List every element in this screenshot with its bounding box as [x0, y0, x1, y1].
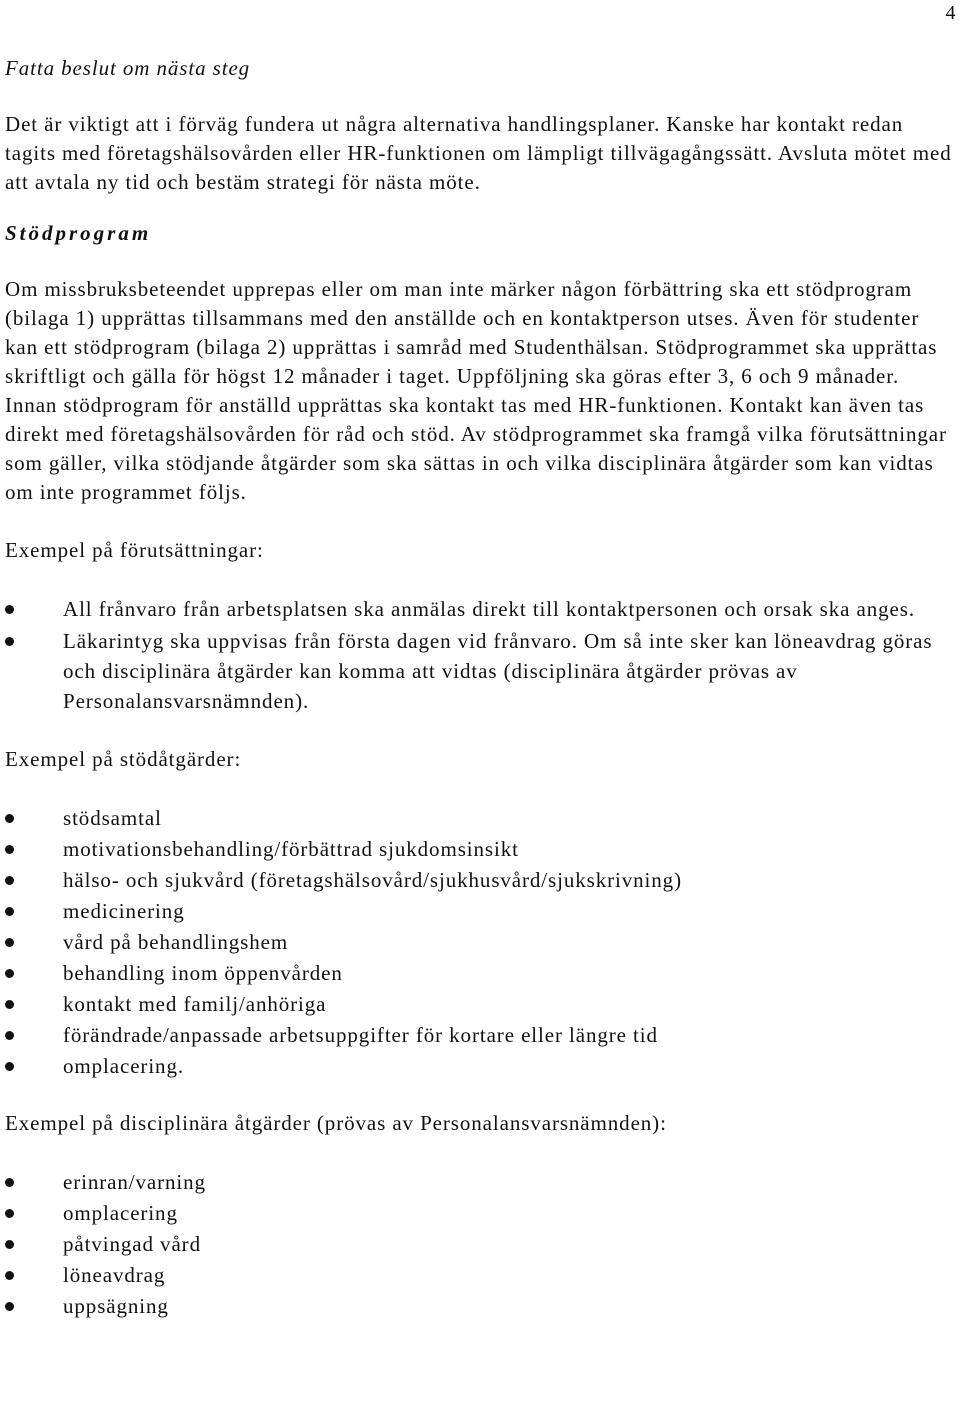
bullet-icon	[5, 969, 14, 978]
section-heading-next-step: Fatta beslut om nästa steg	[5, 56, 251, 80]
bullet-icon	[5, 1062, 14, 1071]
bullet-icon	[5, 1031, 14, 1040]
list-item-text: medicinering	[63, 899, 185, 923]
list-item-text: omplacering	[63, 1201, 178, 1225]
bullet-icon	[5, 637, 14, 646]
list-item	[5, 1198, 955, 1229]
list-item-text: löneavdrag	[63, 1263, 166, 1287]
list-item	[5, 803, 955, 834]
bullet-icon	[5, 1178, 14, 1187]
list-item	[5, 1291, 955, 1322]
list-item-text: uppsägning	[63, 1294, 169, 1318]
bullet-icon	[5, 1240, 14, 1249]
list-item	[5, 989, 955, 1020]
list-item-text: förändrade/anpassade arbetsuppgifter för kortare eller längre tid	[63, 1023, 658, 1047]
list-item-text: Läkarintyg ska uppvisas från första dagen vid frånvaro. Om så inte sker kan löneavdrag göras och disciplinära åtgärder kan komma att vidtas (disciplinära åtgärder prövas av Personalansvarsnämnden).	[63, 629, 933, 713]
list-item-text: kontakt med familj/anhöriga	[63, 992, 327, 1016]
support-measures-label: Exempel på stödåtgärder:	[5, 747, 242, 771]
paragraph-support-program: Om missbruksbeteendet upprepas eller om man inte märker någon förbättring ska ett stödprogram (bilaga 1) upprättas tillsammans med den anställde och en kontaktperson utses. Även för studenter kan ett stödprogram (bilaga 2) upprättas i samråd med Studenthälsan. Stödprogrammet ska upprättas skriftligt och gälla för högst 12 månader i taget. Uppföljning ska göras efter 3, 6 och 9 månader. Innan stödprogram för anställd upprättas ska kontakt tas med HR-funktionen. Kontakt kan även tas direkt med företagshälsovården för råd och stöd. Av stödprogrammet ska framgå vilka förutsättningar som gäller, vilka stödjande åtgärder som ska sättas in och vilka disciplinära åtgärder som kan vidtas om inte programmet följs.	[5, 277, 947, 504]
list-item-text: vård på behandlingshem	[63, 930, 289, 954]
page-number: 4	[945, 2, 956, 24]
bullet-icon	[5, 876, 14, 885]
section-heading-support-program: Stödprogram	[5, 221, 152, 245]
list-item-text: motivationsbehandling/förbättrad sjukdomsinsikt	[63, 837, 519, 861]
list-item-text: erinran/varning	[63, 1170, 206, 1194]
bullet-icon	[5, 605, 14, 614]
bullet-icon	[5, 1209, 14, 1218]
document-body	[5, 54, 955, 1322]
list-item	[5, 1260, 955, 1291]
list-item	[5, 1051, 955, 1082]
disciplinary-list	[5, 1167, 955, 1322]
conditions-list	[5, 594, 955, 716]
bullet-icon	[5, 938, 14, 947]
list-item-text: omplacering.	[63, 1054, 185, 1078]
list-item-text: All frånvaro från arbetsplatsen ska anmälas direkt till kontaktpersonen och orsak ska anges.	[63, 597, 915, 621]
list-item	[5, 927, 955, 958]
support-measures-list	[5, 803, 955, 1082]
list-item	[5, 594, 955, 624]
list-item	[5, 1229, 955, 1260]
list-item	[5, 834, 955, 865]
bullet-icon	[5, 907, 14, 916]
list-item-text: behandling inom öppenvården	[63, 961, 343, 985]
list-item	[5, 1167, 955, 1198]
bullet-icon	[5, 814, 14, 823]
list-item	[5, 865, 955, 896]
bullet-icon	[5, 1000, 14, 1009]
disciplinary-label: Exempel på disciplinära åtgärder (prövas av Personalansvarsnämnden):	[5, 1111, 667, 1135]
list-item	[5, 626, 955, 716]
list-item-text: hälso- och sjukvård (företagshälsovård/sjukhusvård/sjukskrivning)	[63, 868, 682, 892]
bullet-icon	[5, 1302, 14, 1311]
bullet-icon	[5, 1271, 14, 1280]
list-item	[5, 1020, 955, 1051]
conditions-label: Exempel på förutsättningar:	[5, 538, 264, 562]
bullet-icon	[5, 845, 14, 854]
list-item-text: påtvingad vård	[63, 1232, 201, 1256]
list-item	[5, 896, 955, 927]
paragraph-next-step: Det är viktigt att i förväg fundera ut några alternativa handlingsplaner. Kanske har kontakt redan tagits med företagshälsovården eller HR-funktionen om lämpligt tillvägagångssätt. Avsluta mötet med att avtala ny tid och bestäm strategi för nästa möte.	[5, 112, 952, 194]
list-item	[5, 958, 955, 989]
list-item-text: stödsamtal	[63, 806, 162, 830]
